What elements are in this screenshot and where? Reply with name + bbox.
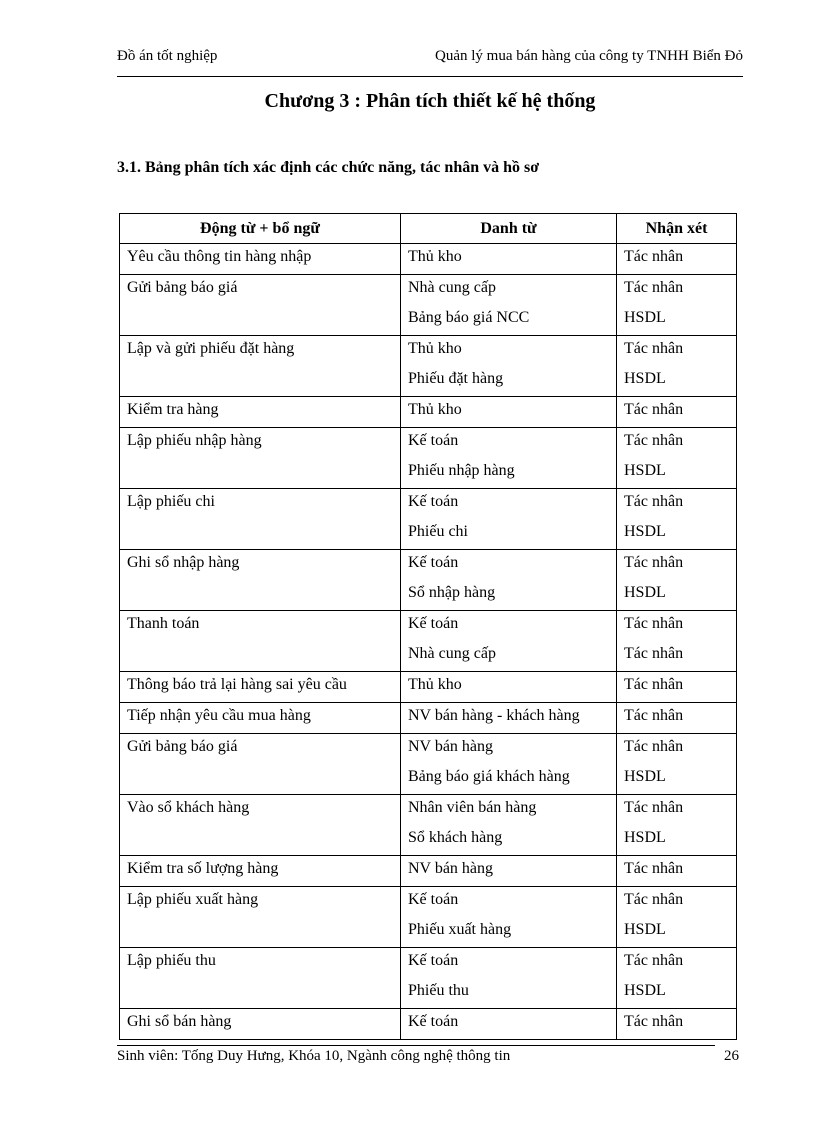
noun-cell <box>401 489 617 550</box>
analysis-table <box>119 213 737 1040</box>
verb-cell <box>120 550 401 611</box>
header-divider <box>117 76 743 77</box>
verb-text: Thông báo trả lại hàng sai yêu cầu <box>127 676 347 693</box>
verb-text: Lập phiếu thu <box>127 952 216 969</box>
noun-cell <box>401 550 617 611</box>
verb-text: Lập phiếu xuất hàng <box>127 891 259 908</box>
verb-text: Lập và gửi phiếu đặt hàng <box>127 340 295 357</box>
note-text: HSDL <box>624 462 666 479</box>
page-header <box>117 48 743 65</box>
noun-cell <box>401 397 617 428</box>
table-row <box>120 856 737 887</box>
verb-cell <box>120 489 401 550</box>
noun-text: Phiếu chi <box>408 523 468 540</box>
table-row <box>120 703 737 734</box>
table-body <box>120 244 737 1040</box>
page-footer <box>117 1048 739 1065</box>
note-cell <box>617 397 737 428</box>
verb-cell <box>120 244 401 275</box>
note-text: Tác nhân <box>624 1013 684 1030</box>
note-text: Tác nhân <box>624 891 684 908</box>
noun-text: Thủ kho <box>408 401 462 418</box>
verb-cell <box>120 397 401 428</box>
noun-cell <box>401 611 617 672</box>
table-row <box>120 489 737 550</box>
verb-cell <box>120 336 401 397</box>
note-cell <box>617 734 737 795</box>
noun-cell <box>401 244 617 275</box>
noun-text: Bảng báo giá NCC <box>408 309 530 326</box>
noun-text: Kế toán <box>408 891 459 908</box>
verb-text: Ghi sổ bán hàng <box>127 1013 232 1030</box>
note-cell <box>617 1009 737 1040</box>
note-text: Tác nhân <box>624 615 684 632</box>
noun-cell <box>401 948 617 1009</box>
note-text: HSDL <box>624 829 666 846</box>
verb-cell <box>120 672 401 703</box>
verb-text: Kiểm tra số lượng hàng <box>127 860 279 877</box>
verb-cell <box>120 703 401 734</box>
noun-cell <box>401 428 617 489</box>
noun-cell <box>401 672 617 703</box>
table-row <box>120 887 737 948</box>
note-text: Tác nhân <box>624 248 684 265</box>
noun-cell <box>401 734 617 795</box>
verb-cell <box>120 611 401 672</box>
noun-text: Sổ khách hàng <box>408 829 503 846</box>
noun-text: Thủ kho <box>408 676 462 693</box>
table-row <box>120 428 737 489</box>
noun-text: Thủ kho <box>408 248 462 265</box>
note-text: Tác nhân <box>624 799 684 816</box>
footer-student-info: Sinh viên: Tống Duy Hưng, Khóa 10, Ngành công nghệ thông tin <box>117 1048 511 1064</box>
table-row <box>120 397 737 428</box>
note-cell <box>617 856 737 887</box>
verb-cell <box>120 734 401 795</box>
note-cell <box>617 795 737 856</box>
note-cell <box>617 672 737 703</box>
table-header-row <box>120 214 737 244</box>
noun-text: Kế toán <box>408 554 459 571</box>
header-cell-verb: Động từ + bổ ngữ <box>120 214 401 244</box>
table-row <box>120 948 737 1009</box>
verb-text: Yêu cầu thông tin hàng nhập <box>127 248 312 265</box>
noun-text: Sổ nhập hàng <box>408 584 496 601</box>
noun-text: Bảng báo giá khách hàng <box>408 768 570 785</box>
verb-text: Ghi sổ nhập hàng <box>127 554 240 571</box>
noun-text: NV bán hàng <box>408 738 494 755</box>
note-text: Tác nhân <box>624 401 684 418</box>
note-text: HSDL <box>624 370 666 387</box>
table-row <box>120 336 737 397</box>
noun-text: Phiếu đặt hàng <box>408 370 504 387</box>
verb-text: Tiếp nhận yêu cầu mua hàng <box>127 707 311 724</box>
note-text: HSDL <box>624 523 666 540</box>
table-row <box>120 244 737 275</box>
header-right-text: Quản lý mua bán hàng của công ty TNHH Biển Đỏ <box>435 48 743 64</box>
section-title: 3.1. Bảng phân tích xác định các chức năng, tác nhân và hồ sơ <box>117 159 540 176</box>
verb-text: Thanh toán <box>127 615 200 632</box>
note-text: Tác nhân <box>624 554 684 571</box>
verb-cell <box>120 795 401 856</box>
noun-cell <box>401 1009 617 1040</box>
verb-cell <box>120 856 401 887</box>
note-text: Tác nhân <box>624 493 684 510</box>
note-cell <box>617 887 737 948</box>
noun-cell <box>401 275 617 336</box>
noun-text: Kế toán <box>408 1013 459 1030</box>
verb-cell <box>120 428 401 489</box>
table-row <box>120 611 737 672</box>
note-text: Tác nhân <box>624 645 684 662</box>
note-text: HSDL <box>624 921 666 938</box>
verb-cell <box>120 948 401 1009</box>
verb-text: Lập phiếu nhập hàng <box>127 432 262 449</box>
noun-cell <box>401 703 617 734</box>
note-text: Tác nhân <box>624 860 684 877</box>
note-cell <box>617 244 737 275</box>
table-row <box>120 795 737 856</box>
note-cell <box>617 703 737 734</box>
table-row <box>120 275 737 336</box>
note-text: Tác nhân <box>624 676 684 693</box>
header-cell-noun: Danh từ <box>401 214 617 244</box>
verb-text: Vào sổ khách hàng <box>127 799 250 816</box>
verb-cell <box>120 1009 401 1040</box>
verb-cell <box>120 887 401 948</box>
noun-text: Phiếu xuất hàng <box>408 921 512 938</box>
noun-text: Kế toán <box>408 493 459 510</box>
note-text: HSDL <box>624 309 666 326</box>
noun-text: Phiếu thu <box>408 982 469 999</box>
note-text: Tác nhân <box>624 432 684 449</box>
note-cell <box>617 489 737 550</box>
noun-text: Phiếu nhập hàng <box>408 462 515 479</box>
noun-cell <box>401 856 617 887</box>
table-row <box>120 1009 737 1040</box>
header-cell-note: Nhận xét <box>617 214 737 244</box>
noun-cell <box>401 336 617 397</box>
note-text: Tác nhân <box>624 279 684 296</box>
note-text: HSDL <box>624 768 666 785</box>
note-cell <box>617 428 737 489</box>
footer-divider <box>117 1045 715 1046</box>
noun-text: NV bán hàng <box>408 860 494 877</box>
header-left-text: Đồ án tốt nghiệp <box>117 48 218 64</box>
noun-text: Kế toán <box>408 952 459 969</box>
noun-text: Nhân viên bán hàng <box>408 799 537 816</box>
verb-text: Gửi bảng báo giá <box>127 738 238 755</box>
table-row <box>120 672 737 703</box>
note-text: HSDL <box>624 584 666 601</box>
noun-text: Kế toán <box>408 615 459 632</box>
note-cell <box>617 336 737 397</box>
table-row <box>120 734 737 795</box>
verb-text: Kiểm tra hàng <box>127 401 219 418</box>
noun-text: NV bán hàng - khách hàng <box>408 707 580 724</box>
noun-cell <box>401 795 617 856</box>
note-cell <box>617 275 737 336</box>
note-text: Tác nhân <box>624 952 684 969</box>
note-text: Tác nhân <box>624 738 684 755</box>
noun-cell <box>401 887 617 948</box>
note-text: HSDL <box>624 982 666 999</box>
page-number: 26 <box>724 1048 739 1064</box>
noun-text: Nhà cung cấp <box>408 279 496 296</box>
note-text: Tác nhân <box>624 707 684 724</box>
chapter-title: Chương 3 : Phân tích thiết kế hệ thống <box>264 90 596 112</box>
noun-text: Nhà cung cấp <box>408 645 496 662</box>
note-cell <box>617 611 737 672</box>
noun-text: Kế toán <box>408 432 459 449</box>
verb-text: Gửi bảng báo giá <box>127 279 238 296</box>
note-cell <box>617 948 737 1009</box>
note-text: Tác nhân <box>624 340 684 357</box>
verb-cell <box>120 275 401 336</box>
note-cell <box>617 550 737 611</box>
table-row <box>120 550 737 611</box>
verb-text: Lập phiếu chi <box>127 493 215 510</box>
noun-text: Thủ kho <box>408 340 462 357</box>
